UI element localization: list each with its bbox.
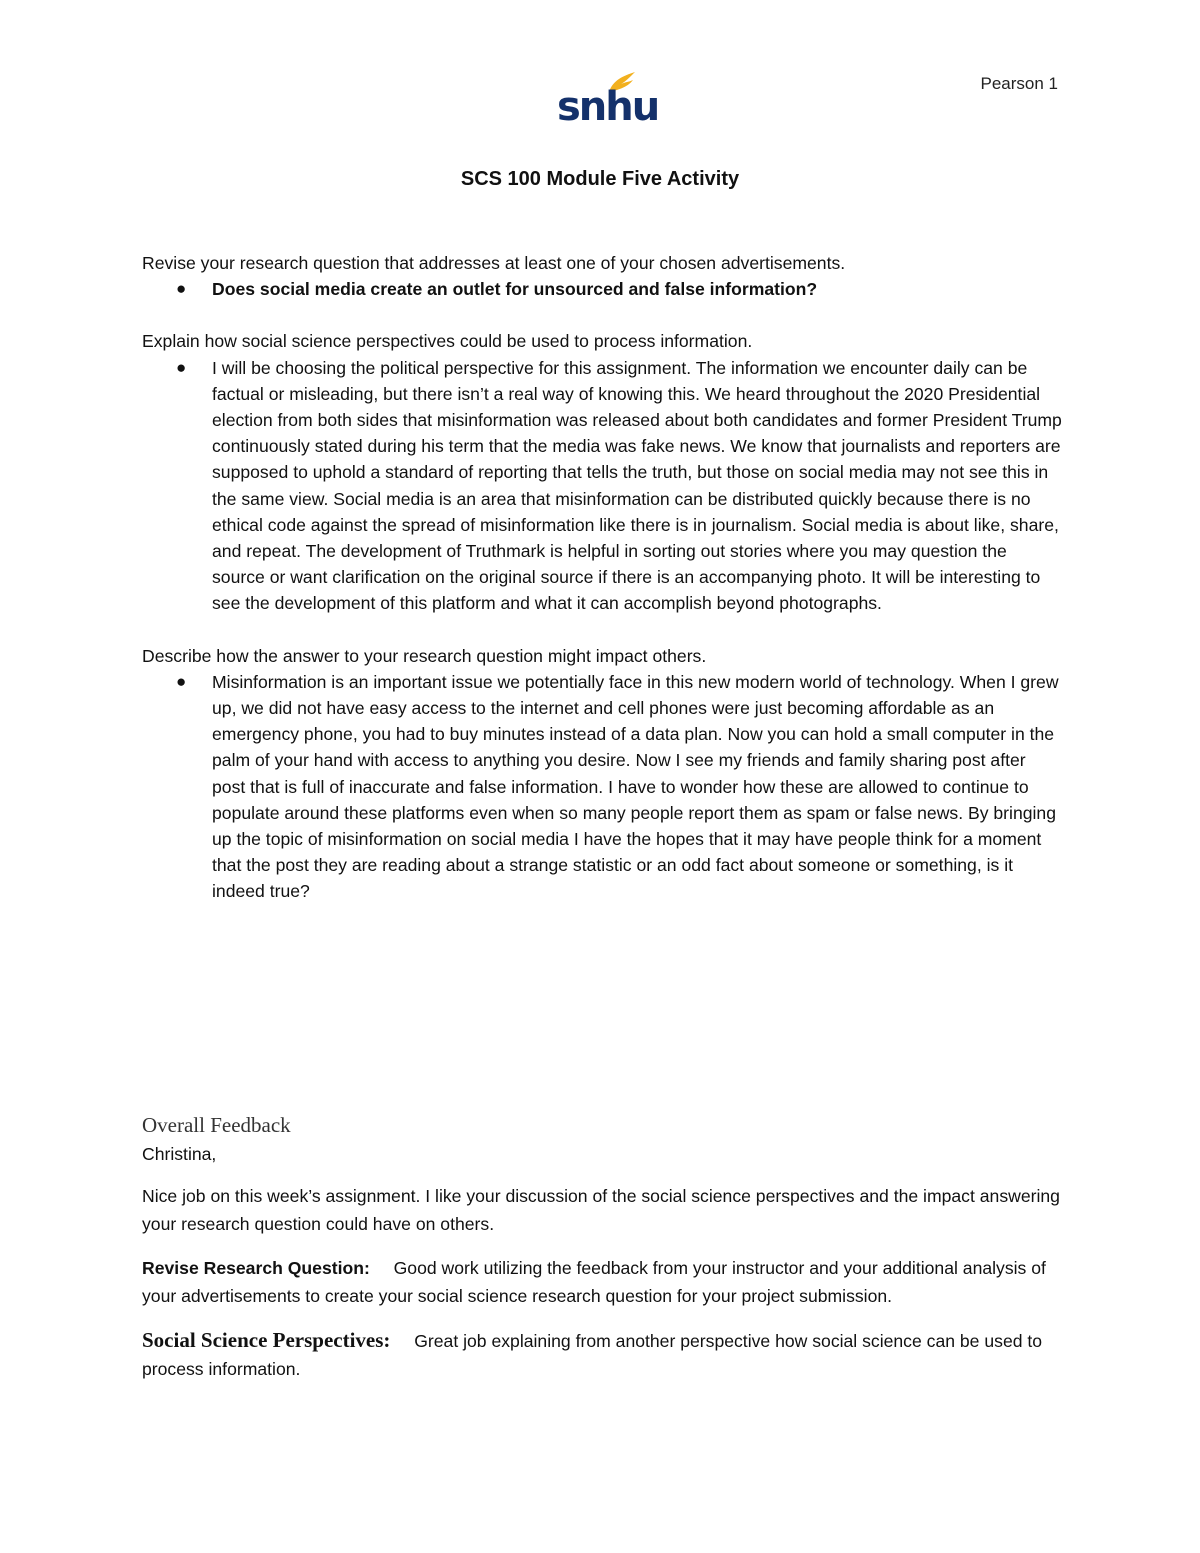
list-item (142, 276, 1062, 302)
bullet-icon: ● (176, 357, 187, 377)
spacer (142, 1310, 1062, 1326)
feedback-intro: Nice job on this week’s assignment. I like your discussion of the social science perspectives and the impact answering your research question could have on others. (142, 1186, 1060, 1234)
feedback-item-label: Revise Research Question: (142, 1258, 370, 1278)
feedback-greeting: Christina, (142, 1144, 217, 1164)
snhu-logo (553, 70, 659, 132)
section-prompt: Revise your research question that addresses at least one of your chosen advertisements. (142, 253, 846, 273)
section-prompt: Explain how social science perspectives could be used to process information. (142, 331, 753, 352)
bullet-icon: ● (176, 671, 187, 691)
section-answer-list (142, 276, 1062, 302)
feedback-item-text: Good work utilizing the feedback from your instructor and your additional analysis of your advertisements to create your social science research question for your project submission. (142, 1258, 1046, 1306)
section-answer-text: I will be choosing the political perspective for this assignment. The information we encounter daily can be factual or misleading, but there isn’t a real way of knowing this. We heard throughout the 2020 Presidential election from both sides that misinformation was released about both candidates and former President Trump continuously stated during his term that the media was fake news. We know that journalists and reporters are supposed to uphold a standard of reporting that tells the truth, but those on social media may not see this in the same view. Social media is an area that misinformation can be distributed quickly because there is no ethical code against the spread of misinformation like there is in journalism. Social media is about like, share, and repeat. The development of Truthmark is helpful in sorting out stories where you may question the source or want clarification on the original source if there is an accompanying photo. It will be interesting to see the development of this platform and what it can accomplish beyond photographs. (212, 357, 1062, 614)
spacer (142, 617, 1062, 643)
feedback-item (142, 1326, 1062, 1383)
spacer (142, 1238, 1062, 1254)
spacer (142, 302, 1062, 328)
list-item (142, 669, 1062, 905)
page-header-label: Pearson 1 (980, 74, 1058, 93)
document-title: SCS 100 Module Five Activity (460, 168, 740, 190)
research-question: Does social media create an outlet for unsourced and false information? (212, 279, 818, 300)
section-answer-list (142, 669, 1062, 905)
list-item (142, 355, 1062, 617)
feedback-item (142, 1254, 1062, 1310)
feedback-title: Overall Feedback (142, 1113, 291, 1137)
spacer (142, 1168, 1062, 1182)
overall-feedback (142, 1110, 1062, 1383)
bullet-icon: ● (176, 279, 187, 299)
document-body (142, 250, 1062, 905)
feedback-item-text: Great job explaining from another perspective how social science can be used to process information. (142, 1331, 1043, 1379)
section-prompt: Describe how the answer to your research question might impact others. (142, 645, 707, 666)
section-answer-list (142, 355, 1062, 617)
section-answer-text: Misinformation is an important issue we potentially face in this new modern world of technology. When I grew up, we did not have easy access to the internet and cell phones were just becoming affordable as an emergency phone, you had to buy minutes instead of a data plan. Now you can hold a small computer in the palm of your hand with access to anything you desire. Now I see my friends and family sharing post after post that is full of inaccurate and false information. I have to wonder how these are allowed to continue to populate around these platforms even when so many people report them as spam or false news. By bringing up the topic of misinformation on social media I have the hopes that it may have people think for a moment that the post they are reading about a strange statistic or an odd fact about someone or something, is it indeed true? (212, 671, 1059, 902)
feedback-item-label: Social Science Perspectives: (142, 1328, 391, 1352)
logo-wordmark: snhu (557, 84, 659, 130)
